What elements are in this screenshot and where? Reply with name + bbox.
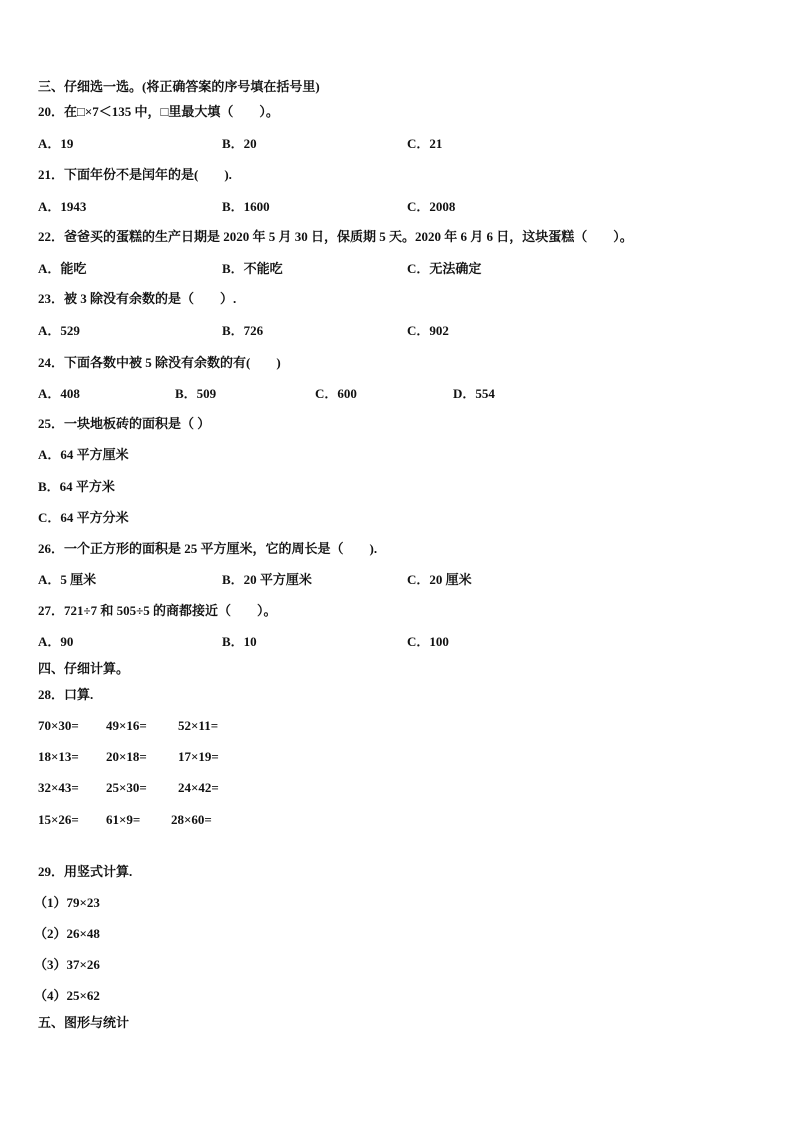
question-22-option-a: A．能吃 (38, 261, 87, 276)
oral-calc-item: 20×18= (106, 749, 147, 764)
question-25-stem: 25．一块地板砖的面积是（ ） (38, 416, 211, 431)
oral-calc-item: 24×42= (178, 780, 219, 795)
question-23-option-b: B．726 (222, 323, 264, 338)
vertical-calc-item: （2）26×48 (34, 926, 100, 941)
question-27-option-c: C．100 (407, 634, 449, 649)
question-21-option-c: C．2008 (407, 199, 456, 214)
vertical-calc-item: （4）25×62 (34, 988, 100, 1003)
question-21-option-b: B．1600 (222, 199, 270, 214)
oral-calc-item: 17×19= (178, 749, 219, 764)
oral-calc-item: 28×60= (171, 812, 212, 827)
oral-calc-item: 70×30= (38, 718, 79, 733)
question-24-option-b: B．509 (175, 386, 217, 401)
question-20-option-b: B．20 (222, 136, 257, 151)
question-24-stem: 24．下面各数中被 5 除没有余数的有( ) (38, 355, 281, 370)
question-20-stem: 20．在□×7＜135 中，□里最大填（ ）。 (38, 104, 279, 119)
question-26-option-c: C．20 厘米 (407, 572, 472, 587)
question-20-option-a: A．19 (38, 136, 74, 151)
question-24-option-d: D．554 (453, 386, 495, 401)
oral-calc-item: 18×13= (38, 749, 79, 764)
oral-calc-item: 49×16= (106, 718, 147, 733)
vertical-calc-item: （1）79×23 (34, 895, 100, 910)
question-23-option-c: C．902 (407, 323, 449, 338)
question-22-option-b: B．不能吃 (222, 261, 283, 276)
question-25-option-b: B．64 平方米 (38, 479, 115, 494)
oral-calc-item: 32×43= (38, 780, 79, 795)
question-27-stem: 27．721÷7 和 505÷5 的商都接近（ ）。 (38, 603, 277, 618)
question-24-option-c: C．600 (315, 386, 357, 401)
question-27-option-b: B．10 (222, 634, 257, 649)
section-3-heading: 三、仔细选一选。(将正确答案的序号填在括号里) (38, 79, 320, 94)
question-22-option-c: C．无法确定 (407, 261, 482, 276)
question-20-option-c: C．21 (407, 136, 443, 151)
question-25-option-a: A．64 平方厘米 (38, 447, 129, 462)
question-23-stem: 23．被 3 除没有余数的是（ ）. (38, 291, 237, 306)
question-23-option-a: A．529 (38, 323, 80, 338)
question-22-stem: 22．爸爸买的蛋糕的生产日期是 2020 年 5 月 30 日，保质期 5 天。2020 年 6 月 6 日，这块蛋糕（ ）。 (38, 229, 633, 244)
question-25-option-c: C．64 平方分米 (38, 510, 129, 525)
oral-calc-item: 61×9= (106, 812, 141, 827)
question-21-option-a: A．1943 (38, 199, 87, 214)
question-28-stem: 28．口算. (38, 687, 94, 702)
section-5-heading: 五、图形与统计 (38, 1015, 130, 1030)
oral-calc-item: 15×26= (38, 812, 79, 827)
vertical-calc-item: （3）37×26 (34, 957, 100, 972)
question-26-stem: 26．一个正方形的面积是 25 平方厘米，它的周长是（ ). (38, 541, 378, 556)
question-26-option-a: A．5 厘米 (38, 572, 97, 587)
question-27-option-a: A．90 (38, 634, 74, 649)
question-29-stem: 29．用竖式计算. (38, 864, 133, 879)
question-24-option-a: A．408 (38, 386, 80, 401)
question-21-stem: 21．下面年份不是闰年的是( ). (38, 167, 232, 182)
oral-calc-item: 25×30= (106, 780, 147, 795)
question-26-option-b: B．20 平方厘米 (222, 572, 312, 587)
oral-calc-item: 52×11= (178, 718, 219, 733)
section-4-heading: 四、仔细计算。 (38, 661, 130, 676)
